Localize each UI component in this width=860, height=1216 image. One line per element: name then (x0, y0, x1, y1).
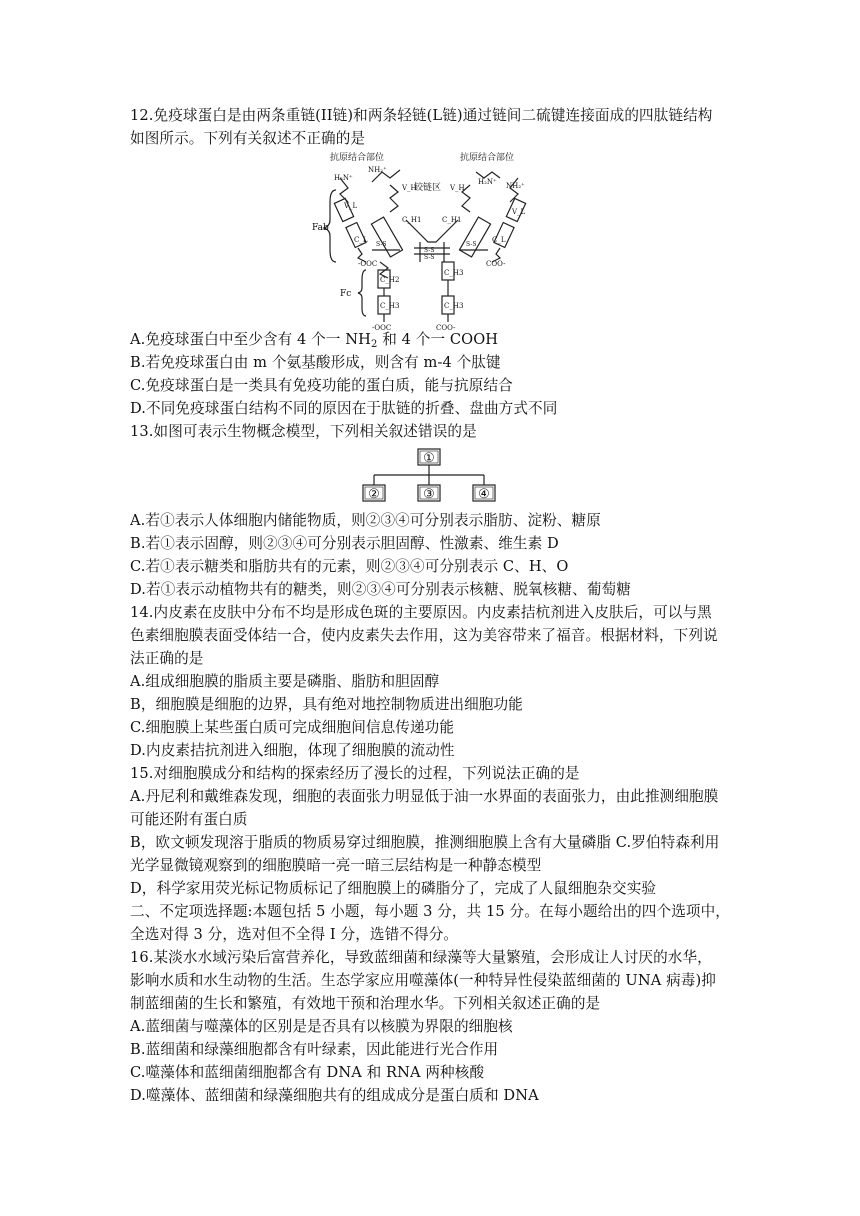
q13-stem: 13.如图可表示生物概念模型，下列相关叙述错误的是 (130, 423, 477, 440)
q12-option-b: B.若免疫球蛋白由 m 个氨基酸形成，则含有 m-4 个肽键 (130, 354, 501, 371)
hinge-label: 铰链区 (414, 183, 442, 193)
fc-label: Fc (340, 289, 352, 299)
concept-box-4-label: ④ (478, 487, 490, 502)
fab-label: Fab (312, 223, 329, 233)
right-ch3-upper-label: C_H3 (444, 269, 464, 277)
left-cl-label: C_L (354, 236, 368, 244)
q14-option-d: D.内皮素拮抗剂进入细胞，体现了细胞膜的流动性 (130, 742, 455, 759)
q12-option-a-post: 和 4 个一 COOH (377, 331, 499, 348)
q12-option-c: C.免疫球蛋白是一类具有免疫功能的蛋白质，能与抗原结合 (130, 377, 513, 394)
q15-stem: 15.对细胞膜成分和结构的探索经历了漫长的过程，下列说法正确的是 (130, 765, 580, 782)
q14-option-b: B，细胞膜是细胞的边界，具有绝对地控制物质进出细胞功能 (130, 696, 523, 713)
q15-option-a-line1: A.丹尼利和戴维森发现，细胞的表面张力明显低于油一水界面的表面张力，由此推测细胞膜 (130, 788, 719, 805)
concept-connectors (374, 465, 484, 485)
bottom-ooc-label: -OOC (372, 324, 392, 332)
left-ss-label: S-S (376, 241, 387, 248)
q12-option-a-pre: A.免疫球蛋白中至少含有 4 个一 NH (130, 331, 372, 348)
q14-option-a: A.组成细胞膜的脂质主要是磷脂、脂肪和胆固醇 (130, 673, 440, 690)
left-ooc-label: -OOC (358, 260, 378, 268)
q14-stem-line2: 色素细胞膜表面受体结一合，使内皮素失去作用，这为美容带来了福音。根据材料，下列说 (130, 627, 718, 644)
right-antigen-site-label: 抗原结合部位 (460, 153, 515, 163)
q15-option-d: D，科学家用荧光标记物质标记了细胞膜上的磷脂分了，完成了人鼠细胞杂交实验 (130, 880, 657, 897)
q14-stem-line1: 14.内皮素在皮肤中分布不均是形成色斑的主要原因。内皮素拮杭剂进入皮肤后，可以与黑 (130, 604, 712, 621)
right-vl-label: V_L (512, 208, 526, 216)
q15-option-bc-line2: 光学显微镜观察到的细胞膜暗一亮一暗三层结构是一种静态模型 (130, 857, 542, 874)
q16-stem-line3: 制蓝细菌的生长和繁殖，有效地干预和治理水华。下列相关叙述正确的是 (130, 995, 601, 1012)
fc-brace (358, 270, 366, 316)
section2-heading-line2: 全选对得 3 分，选对但不全得 I 分，选错不得分。 (130, 926, 459, 943)
right-ch3-label: C_H3 (444, 302, 464, 310)
q16-option-c: C.噬藻体和蓝细菌细胞都含有 DNA 和 RNA 两种核酸 (130, 1064, 485, 1081)
right-vh-label: V_H (450, 184, 465, 192)
right-ch1-label: C_H1 (442, 216, 462, 224)
right-nh2-label: NH₂⁺ (506, 182, 525, 190)
right-ch1-box (459, 217, 490, 257)
q15-option-a-line2: 可能还附有蛋白质 (130, 811, 248, 828)
concept-box-3-label: ③ (423, 487, 435, 502)
q16-stem-line2: 影响水质和水生动物的生活。生态学家应用噬藻体(一种特异性侵染蓝细菌的 UNA 病毒)抑 (130, 972, 716, 989)
q12-option-a-sub: 2 (371, 339, 378, 350)
left-antigen-site-label: 抗原结合部位 (330, 153, 385, 163)
q12-option-a (130, 329, 498, 351)
q12-stem-line1: 12.免疫球蛋白是由两条重链(II链)和两条轻链(L链)通过链间二硫键连接面成的四肽链结构 (130, 107, 713, 124)
concept-model-diagram (358, 447, 500, 505)
q14-option-c: C.细胞膜上某些蛋白质可完成细胞间信息传递功能 (130, 719, 455, 736)
left-vh-label: V_H (402, 184, 417, 192)
right-ss-label: S-S (466, 241, 477, 248)
left-ch1-box (371, 217, 402, 257)
antibody-structure-figure (310, 150, 556, 332)
left-ch3-label: C_H3 (380, 302, 400, 310)
left-vl-label: V_L (344, 202, 358, 210)
right-coo-label: COO- (486, 260, 506, 268)
q16-option-a: A.蓝细菌与噬藻体的区别是是否具有以核膜为界限的细胞核 (130, 1018, 513, 1035)
q14-stem-line3: 法正确的是 (130, 650, 204, 667)
concept-box-2-label: ② (368, 487, 380, 502)
q12-option-d: D.不同免疫球蛋白结构不同的原因在于肽链的折叠、盘曲方式不同 (130, 400, 558, 417)
left-ch1-label: C_H1 (402, 216, 422, 224)
right-cl-label: C_L (492, 236, 506, 244)
q13-option-b: B.若①表示固醇，则②③④可分别表示胆固醇、性激素、维生素 D (130, 535, 559, 552)
hinge-ss-label-2: S-S (424, 254, 435, 261)
q13-option-a: A.若①表示人体细胞内储能物质，则②③④可分别表示脂肪、淀粉、糖原 (130, 512, 601, 529)
left-heavy-zigzag (390, 185, 398, 212)
q16-stem-line1: 16.某淡水水域污染后富营养化，导致蓝细菌和绿藻等大量繁殖，会形成让人讨厌的水华， (130, 949, 712, 966)
section2-heading-line1: 二、不定项选择题:本题包括 5 小题，每小题 3 分，共 15 分。在每小题给出的四个选项中， (130, 903, 730, 920)
hinge-ss-label-1: S-S (424, 247, 435, 254)
q13-option-d: D.若①表示动植物共有的糖类，则②③④可分别表示核糖、脱氧核糖、葡萄糖 (130, 581, 631, 598)
left-ch2-label: C_H2 (380, 276, 400, 284)
q13-option-c: C.若①表示糖类和脂肪共有的元素，则②③④可分别表示 C、H、O (130, 558, 569, 575)
left-nh2-label: NH₂⁺ (368, 166, 387, 174)
q12-stem-line2: 如图所示。下列有关叙述不正确的是 (130, 130, 366, 147)
q16-option-b: B.蓝细菌和绿藻细胞都含有叶绿素，因此能进行光合作用 (130, 1041, 499, 1058)
right-h2n-label: H₂N⁺ (478, 178, 497, 186)
q15-option-bc-line1: B，欧文顿发现溶于脂质的物质易穿过细胞膜，推测细胞膜上含有大量磷脂 C.罗伯特森利用 (130, 834, 720, 851)
concept-box-1-label: ① (423, 451, 435, 466)
left-h2n-label: H₂N⁺ (334, 174, 353, 182)
q16-option-d: D.噬藻体、蓝细菌和绿藻细胞共有的组成成分是蛋白质和 DNA (130, 1087, 539, 1104)
bottom-coo-label: COO- (436, 324, 456, 332)
